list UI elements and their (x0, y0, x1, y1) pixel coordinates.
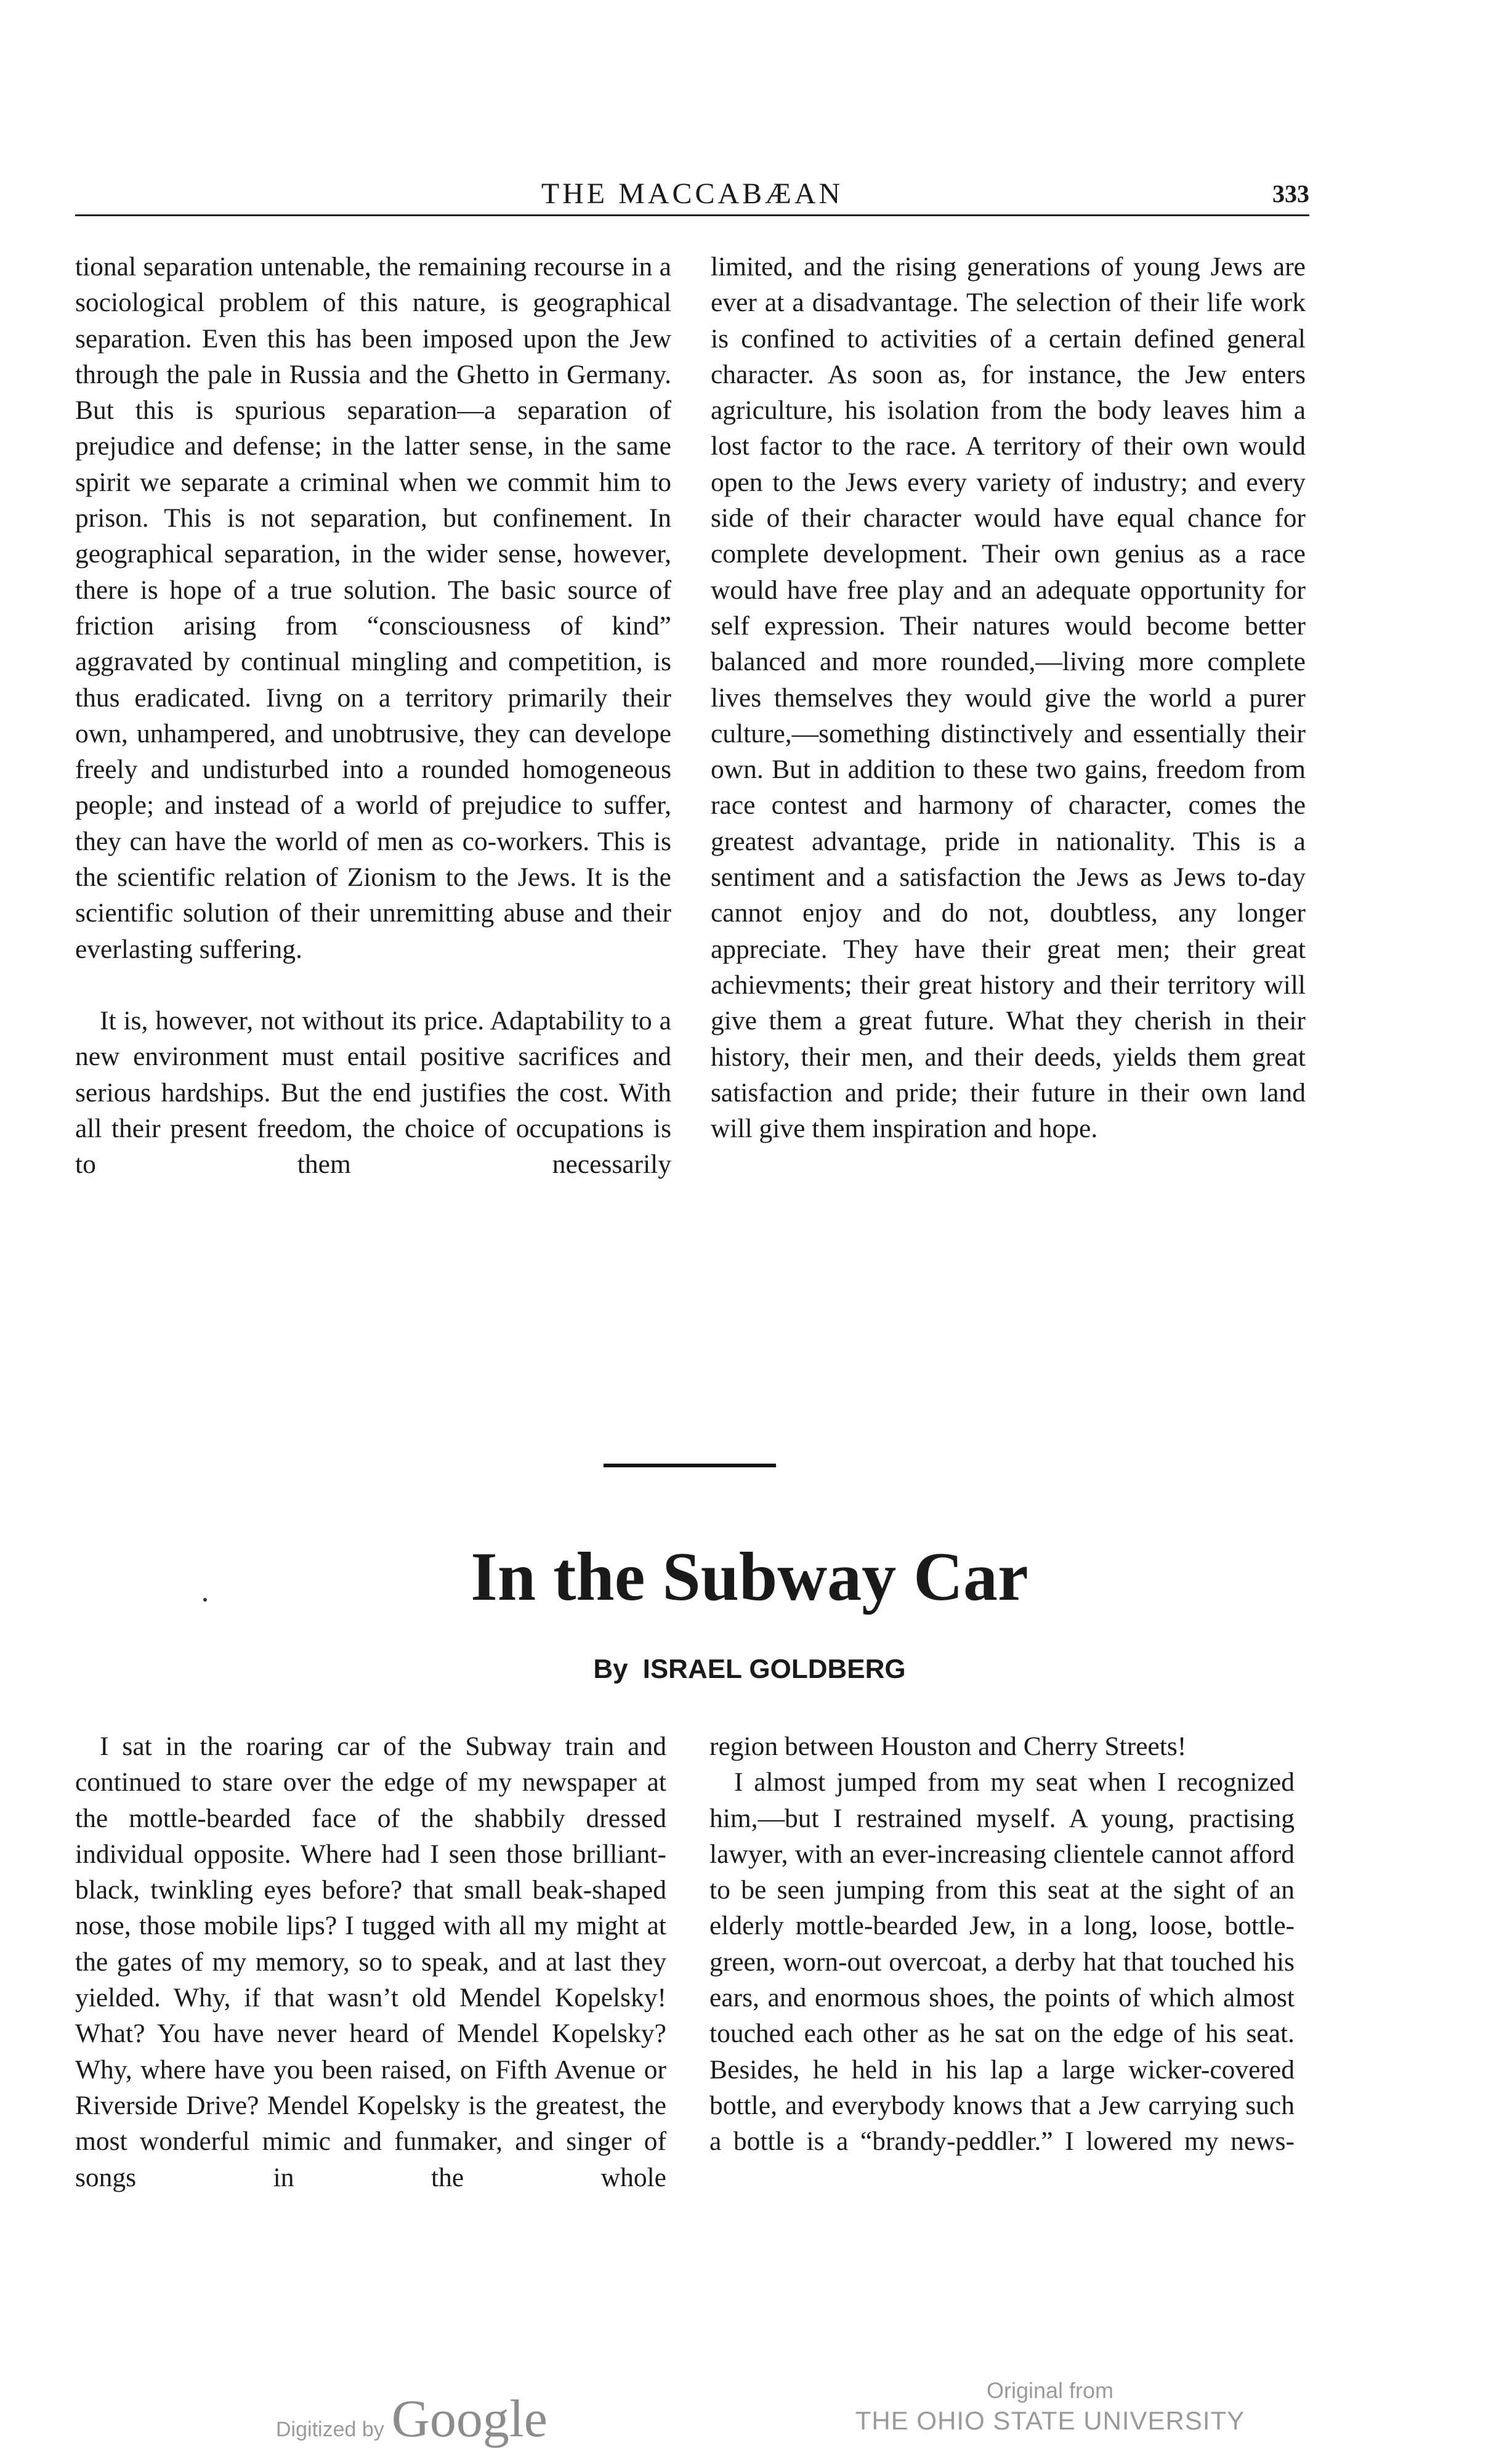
running-title: THE MACCABÆAN (541, 177, 844, 210)
paragraph: tional separation untenable, the remaining recourse in a sociological problem of this nature, is geographical separation. Even this has been imposed upon the Jew through the pale in Russia and the Ghetto in Germany. But this is spurious separation—a separation of prejudice and defense; in the latter sense, in the same spirit we separate a criminal when we commit him to prison. This is not separation, but confinement. In geographical separation, in the wider sense, however, there is hope of a true solution. The basic source of friction arising from “consciousness of kind” aggravated by continual mingling and competition, is thus eradicated. Iivng on a territory primarily their own, unhampered, and unobtrusive, they can develope freely and undisturbed into a rounded homogeneous people; and instead of a world of prejudice to suffer, they can have the world of men as co-workers. This is the scientific relation of Zionism to the Jews. It is the scientific solution of their unremitting abuse and their everlasting suffering. (75, 252, 671, 964)
running-header (75, 176, 1309, 212)
story-title: In the Subway Car (471, 1539, 1028, 1615)
header-rule (75, 214, 1309, 216)
original-from-label: Original from (986, 2378, 1114, 2403)
top-right-column (711, 249, 1306, 1146)
story-left-column (75, 1728, 666, 2195)
paragraph: region between Houston and Cherry Streets! (709, 1732, 1187, 1761)
paragraph: limited, and the rising generations of young Jews are ever at a disadvantage. The selection of their life work is confined to activities of a certain defined general character. As soon as, for instance, the Jew enters agriculture, his isolation from the body leaves him a lost factor to the race. A territory of their own would open to the Jews every variety of industry; and every side of their character would have equal chance for complete development. Their own genius as a race would have free play and an adequate opportunity for self expression. Their natures would become better balanced and more rounded,—living more complete lives themselves they would give the world a purer culture,—something distinctively and essentially their own. But in addition to these two gains, freedom from race contest and harmony of character, comes the greatest advantage, pride in nationality. This is a sentiment and a satisfaction the Jews as Jews to-day cannot enjoy and do not, doubtless, any longer appreciate. They have their great men; their great achievments; their great history and their territory will give them a great future. What they cherish in their history, their men, and their deeds, yields them great satisfaction and pride; their future in their own land will give them inspiration and hope. (711, 252, 1306, 1144)
section-divider (604, 1464, 776, 1467)
byline-prefix: By (593, 1654, 628, 1684)
digitized-by-label: Digitized by (276, 2418, 384, 2441)
author-name: ISRAEL GOLDBERG (642, 1654, 906, 1684)
google-logo: Google (391, 2389, 547, 2448)
stray-mark (203, 1598, 207, 1602)
paragraph: I almost jumped from my seat when I recognized him,—but I restrained myself. A young, practising lawyer, with an ever-increasing clientele cannot afford to be seen jumping from this seat at the sight of an elderly mottle-bearded Jew, in a long, loose, bottle-green, worn-out overcoat, a derby hat that touched his ears, and enormous shoes, the points of which almost touched each other as he sat on the edge of his seat. Besides, he held in his lap a large wicker-covered bottle, and everybody knows that a Jew carrying such a bottle is a “brandy-peddler.” I lowered my news- (709, 1767, 1295, 2157)
top-left-column (75, 249, 671, 1182)
paragraph: I sat in the roaring car of the Subway train and continued to stare over the edge of my newspaper at the mottle-bearded face of the shabbily dressed individual opposite. Where had I seen those brilliant-black, twinkling eyes before? that small beak-shaped nose, those mobile lips? I tugged with all my might at the gates of my memory, so to speak, and at last they yielded. Why, if that wasn’t old Mendel Kopelsky! What? You have never heard of Mendel Kopelsky? Why, where have you been raised, on Fifth Avenue or Riverside Drive? Mendel Kopelsky is the greatest, the most wonderful mimic and funmaker, and singer of songs in the whole (75, 1732, 666, 2192)
digitized-by-notice (276, 2388, 547, 2448)
story-right-column (709, 1728, 1295, 2160)
byline (0, 1651, 1499, 1688)
source-notice (853, 2377, 1247, 2437)
paragraph: It is, however, not without its price. Adaptability to a new environment must entail positive sacrifices and serious hardships. But the end justifies the cost. With all their present freedom, the choice of occupations is to them necessarily (75, 1005, 671, 1180)
institution-name: THE OHIO STATE UNIVERSITY (855, 2406, 1245, 2435)
page-number: 333 (1272, 180, 1309, 208)
